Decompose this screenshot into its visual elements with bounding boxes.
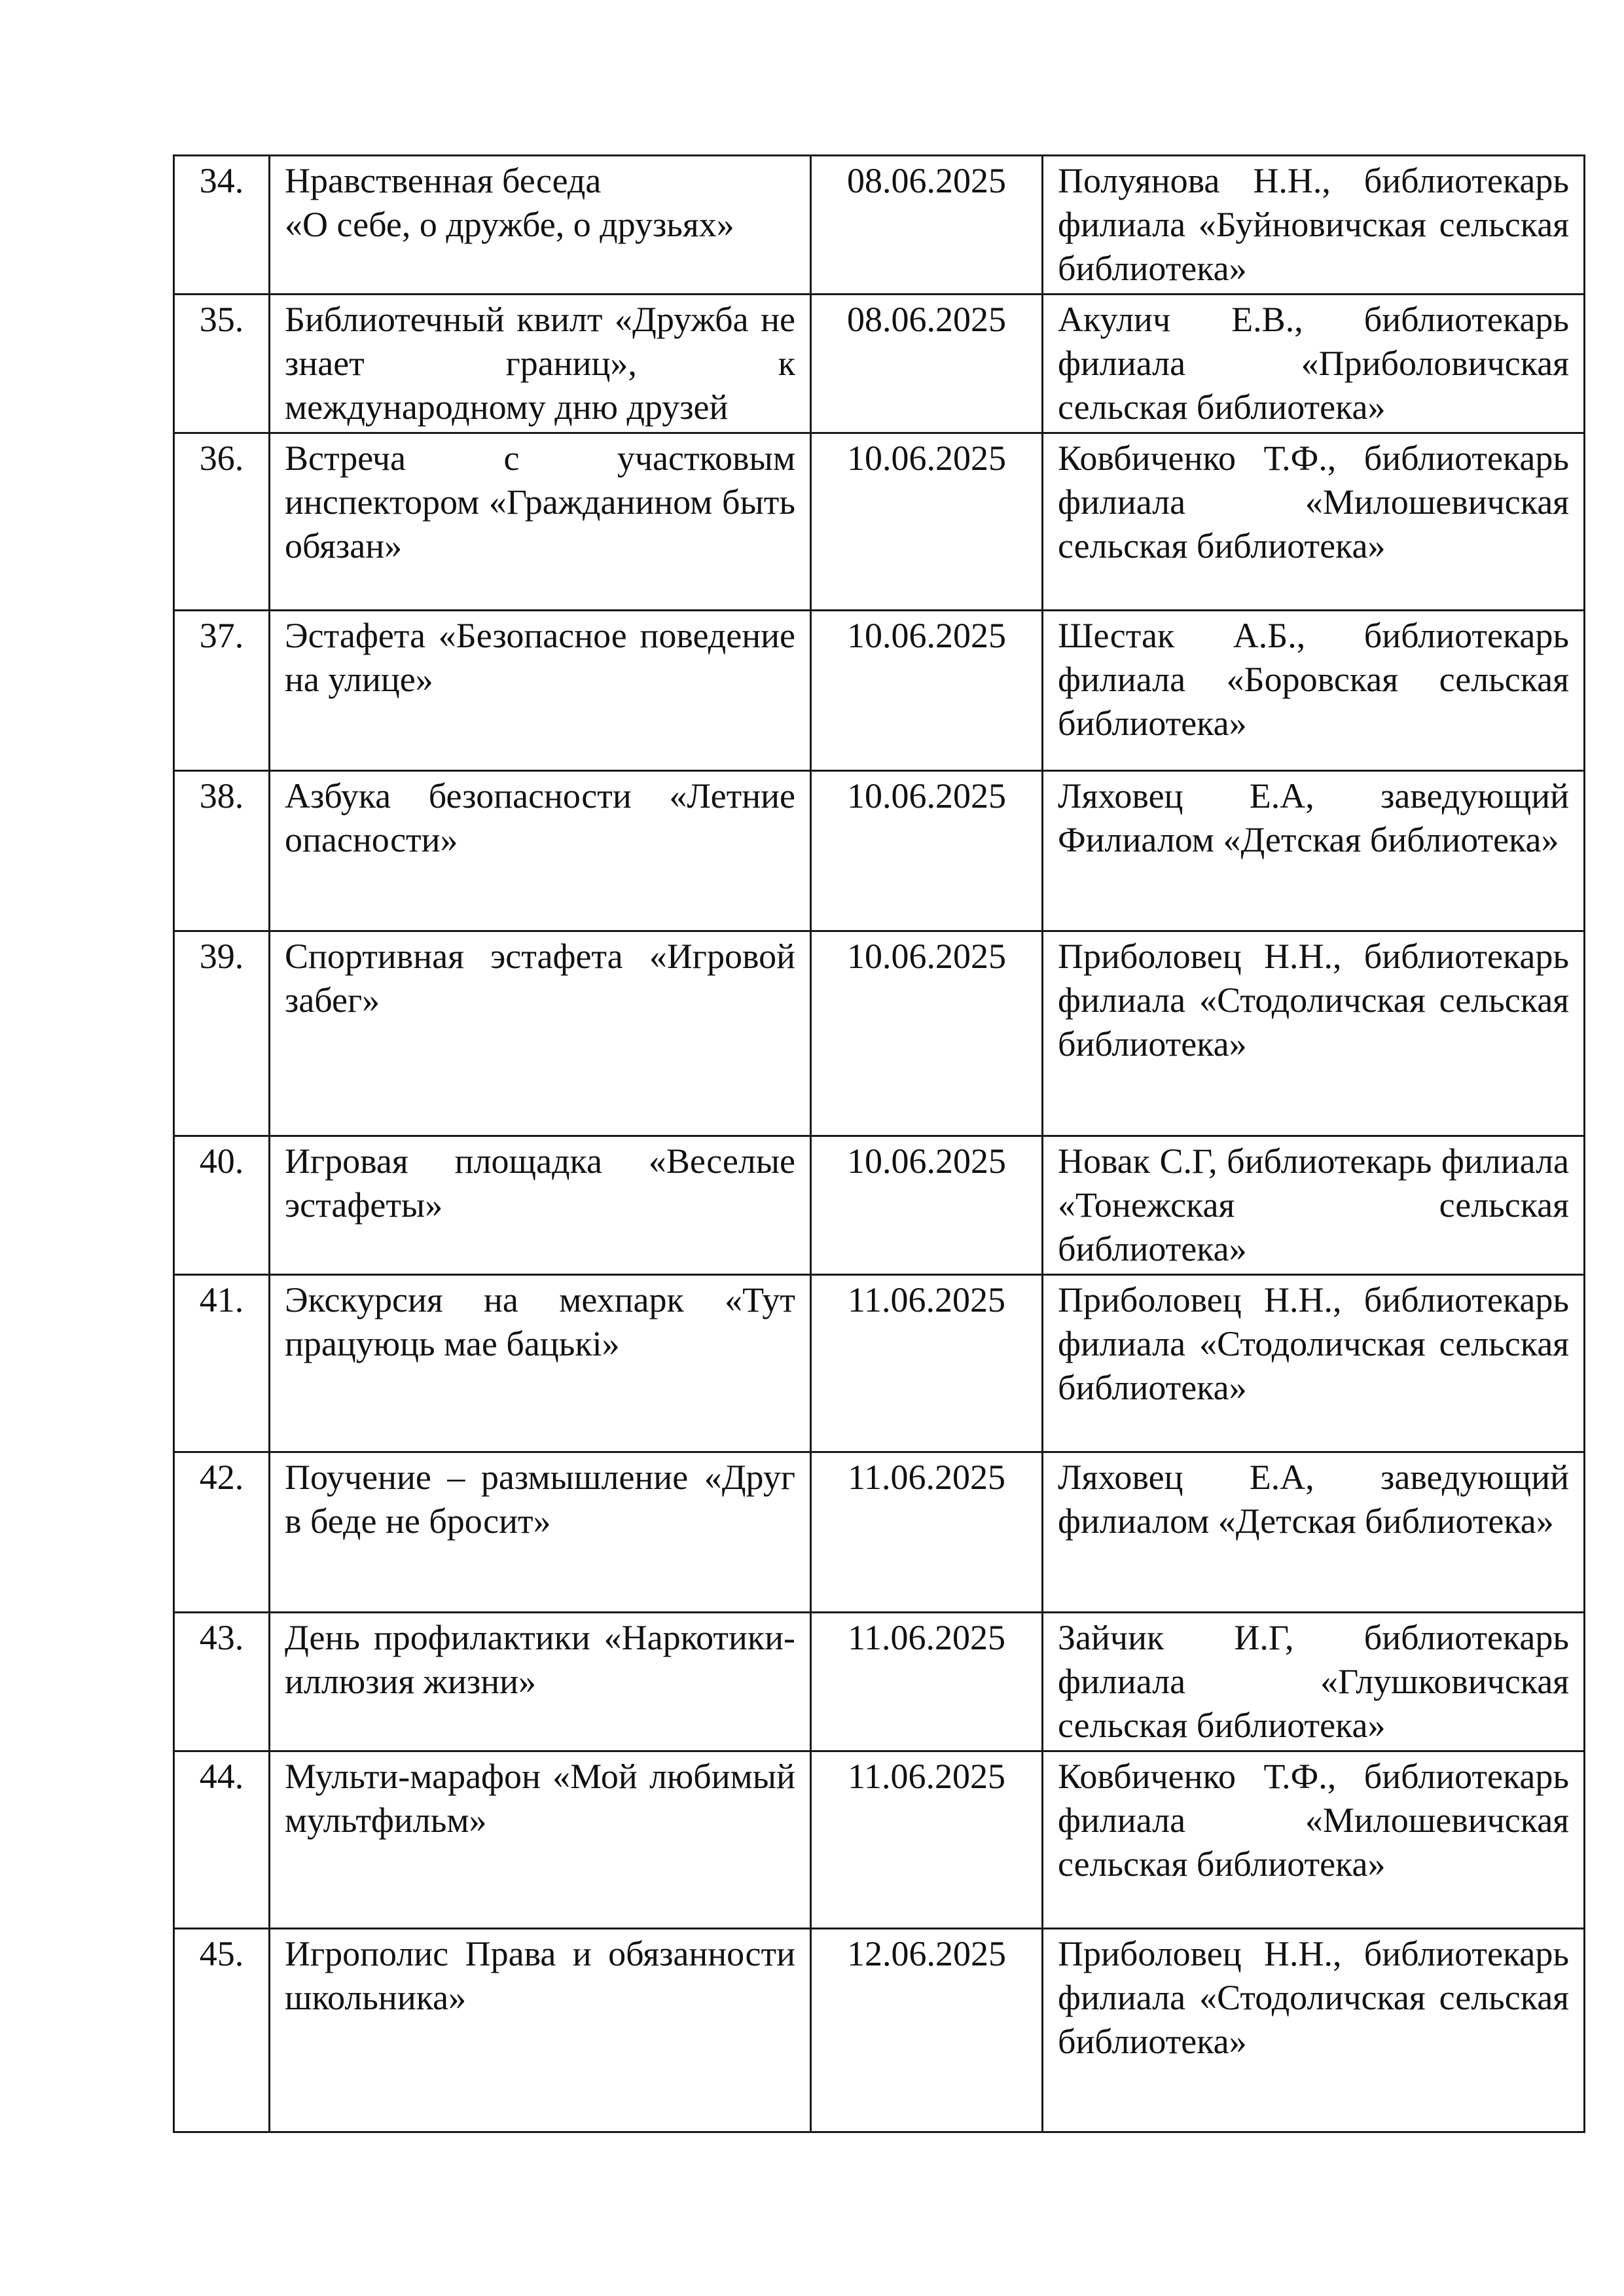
event-responsible: Новак С.Г, библиотекарь филиала «Тонежская сельская библиотека» xyxy=(1043,1136,1585,1275)
row-number: 37. xyxy=(174,611,270,771)
event-title: Игрополис Права и обязанности школьника» xyxy=(270,1929,811,2132)
event-responsible: Ковбиченко Т.Ф., библиотекарь филиала «Милошевичская сельская библиотека» xyxy=(1043,1751,1585,1929)
event-responsible: Приболовец Н.Н., библиотекарь филиала «Стодоличская сельская библиотека» xyxy=(1043,931,1585,1136)
event-date: 10.06.2025 xyxy=(811,611,1043,771)
table-row xyxy=(174,931,1585,1136)
table-row xyxy=(174,156,1585,295)
table-row xyxy=(174,433,1585,611)
event-responsible: Ковбиченко Т.Ф., библиотекарь филиала «Милошевичская сельская библиотека» xyxy=(1043,433,1585,611)
event-date: 11.06.2025 xyxy=(811,1751,1043,1929)
event-responsible: Зайчик И.Г, библиотекарь филиала «Глушковичская сельская библиотека» xyxy=(1043,1613,1585,1751)
table-row xyxy=(174,295,1585,433)
table-row xyxy=(174,1136,1585,1275)
events-table xyxy=(173,154,1585,2133)
event-title: Азбука безопасности «Летние опасности» xyxy=(270,771,811,931)
event-responsible: Приболовец Н.Н., библиотекарь филиала «Стодоличская сельская библиотека» xyxy=(1043,1275,1585,1452)
row-number: 38. xyxy=(174,771,270,931)
event-title: День профилактики «Наркотики-иллюзия жизни» xyxy=(270,1613,811,1751)
table-row xyxy=(174,1751,1585,1929)
event-title-line-2: «О себе, о дружбе, о друзьях» xyxy=(285,205,734,244)
event-date: 10.06.2025 xyxy=(811,931,1043,1136)
event-date: 11.06.2025 xyxy=(811,1613,1043,1751)
event-date: 10.06.2025 xyxy=(811,433,1043,611)
row-number: 43. xyxy=(174,1613,270,1751)
row-number: 41. xyxy=(174,1275,270,1452)
event-responsible: Акулич Е.В., библиотекарь филиала «Приболовичская сельская библиотека» xyxy=(1043,295,1585,433)
event-title: Спортивная эстафета «Игровой забег» xyxy=(270,931,811,1136)
event-responsible: Ляховец Е.А, заведующий Филиалом «Детская библиотека» xyxy=(1043,771,1585,931)
table-row xyxy=(174,1275,1585,1452)
event-title: Библиотечный квилт «Дружба не знает границ», к международному дню друзей xyxy=(270,295,811,433)
row-number: 34. xyxy=(174,156,270,295)
row-number: 44. xyxy=(174,1751,270,1929)
row-number: 45. xyxy=(174,1929,270,2132)
table-row xyxy=(174,1613,1585,1751)
event-title: Экскурсия на мехпарк «Тут працуюць мае бацькі» xyxy=(270,1275,811,1452)
row-number: 40. xyxy=(174,1136,270,1275)
event-responsible: Ляховец Е.А, заведующий филиалом «Детская библиотека» xyxy=(1043,1452,1585,1613)
event-date: 08.06.2025 xyxy=(811,156,1043,295)
event-title: Эстафета «Безопасное поведение на улице» xyxy=(270,611,811,771)
table-row xyxy=(174,611,1585,771)
event-responsible: Приболовец Н.Н., библиотекарь филиала «Стодоличская сельская библиотека» xyxy=(1043,1929,1585,2132)
event-responsible: Шестак А.Б., библиотекарь филиала «Боровская сельская библиотека» xyxy=(1043,611,1585,771)
table-row xyxy=(174,1929,1585,2132)
table-row xyxy=(174,1452,1585,1613)
event-date: 10.06.2025 xyxy=(811,771,1043,931)
row-number: 36. xyxy=(174,433,270,611)
event-title xyxy=(270,156,811,295)
events-table-body xyxy=(174,156,1585,2132)
event-date: 08.06.2025 xyxy=(811,295,1043,433)
event-responsible: Полуянова Н.Н., библиотекарь филиала «Буйновичская сельская библиотека» xyxy=(1043,156,1585,295)
row-number: 35. xyxy=(174,295,270,433)
event-date: 11.06.2025 xyxy=(811,1452,1043,1613)
row-number: 42. xyxy=(174,1452,270,1613)
event-date: 11.06.2025 xyxy=(811,1275,1043,1452)
event-title: Поучение – размышление «Друг в беде не бросит» xyxy=(270,1452,811,1613)
event-title: Игровая площадка «Веселые эстафеты» xyxy=(270,1136,811,1275)
table-row xyxy=(174,771,1585,931)
event-date: 10.06.2025 xyxy=(811,1136,1043,1275)
event-title: Встреча с участковым инспектором «Гражданином быть обязан» xyxy=(270,433,811,611)
event-title-line-1: Нравственная беседа xyxy=(285,161,602,200)
event-date: 12.06.2025 xyxy=(811,1929,1043,2132)
event-title: Мульти-марафон «Мой любимый мультфильм» xyxy=(270,1751,811,1929)
row-number: 39. xyxy=(174,931,270,1136)
